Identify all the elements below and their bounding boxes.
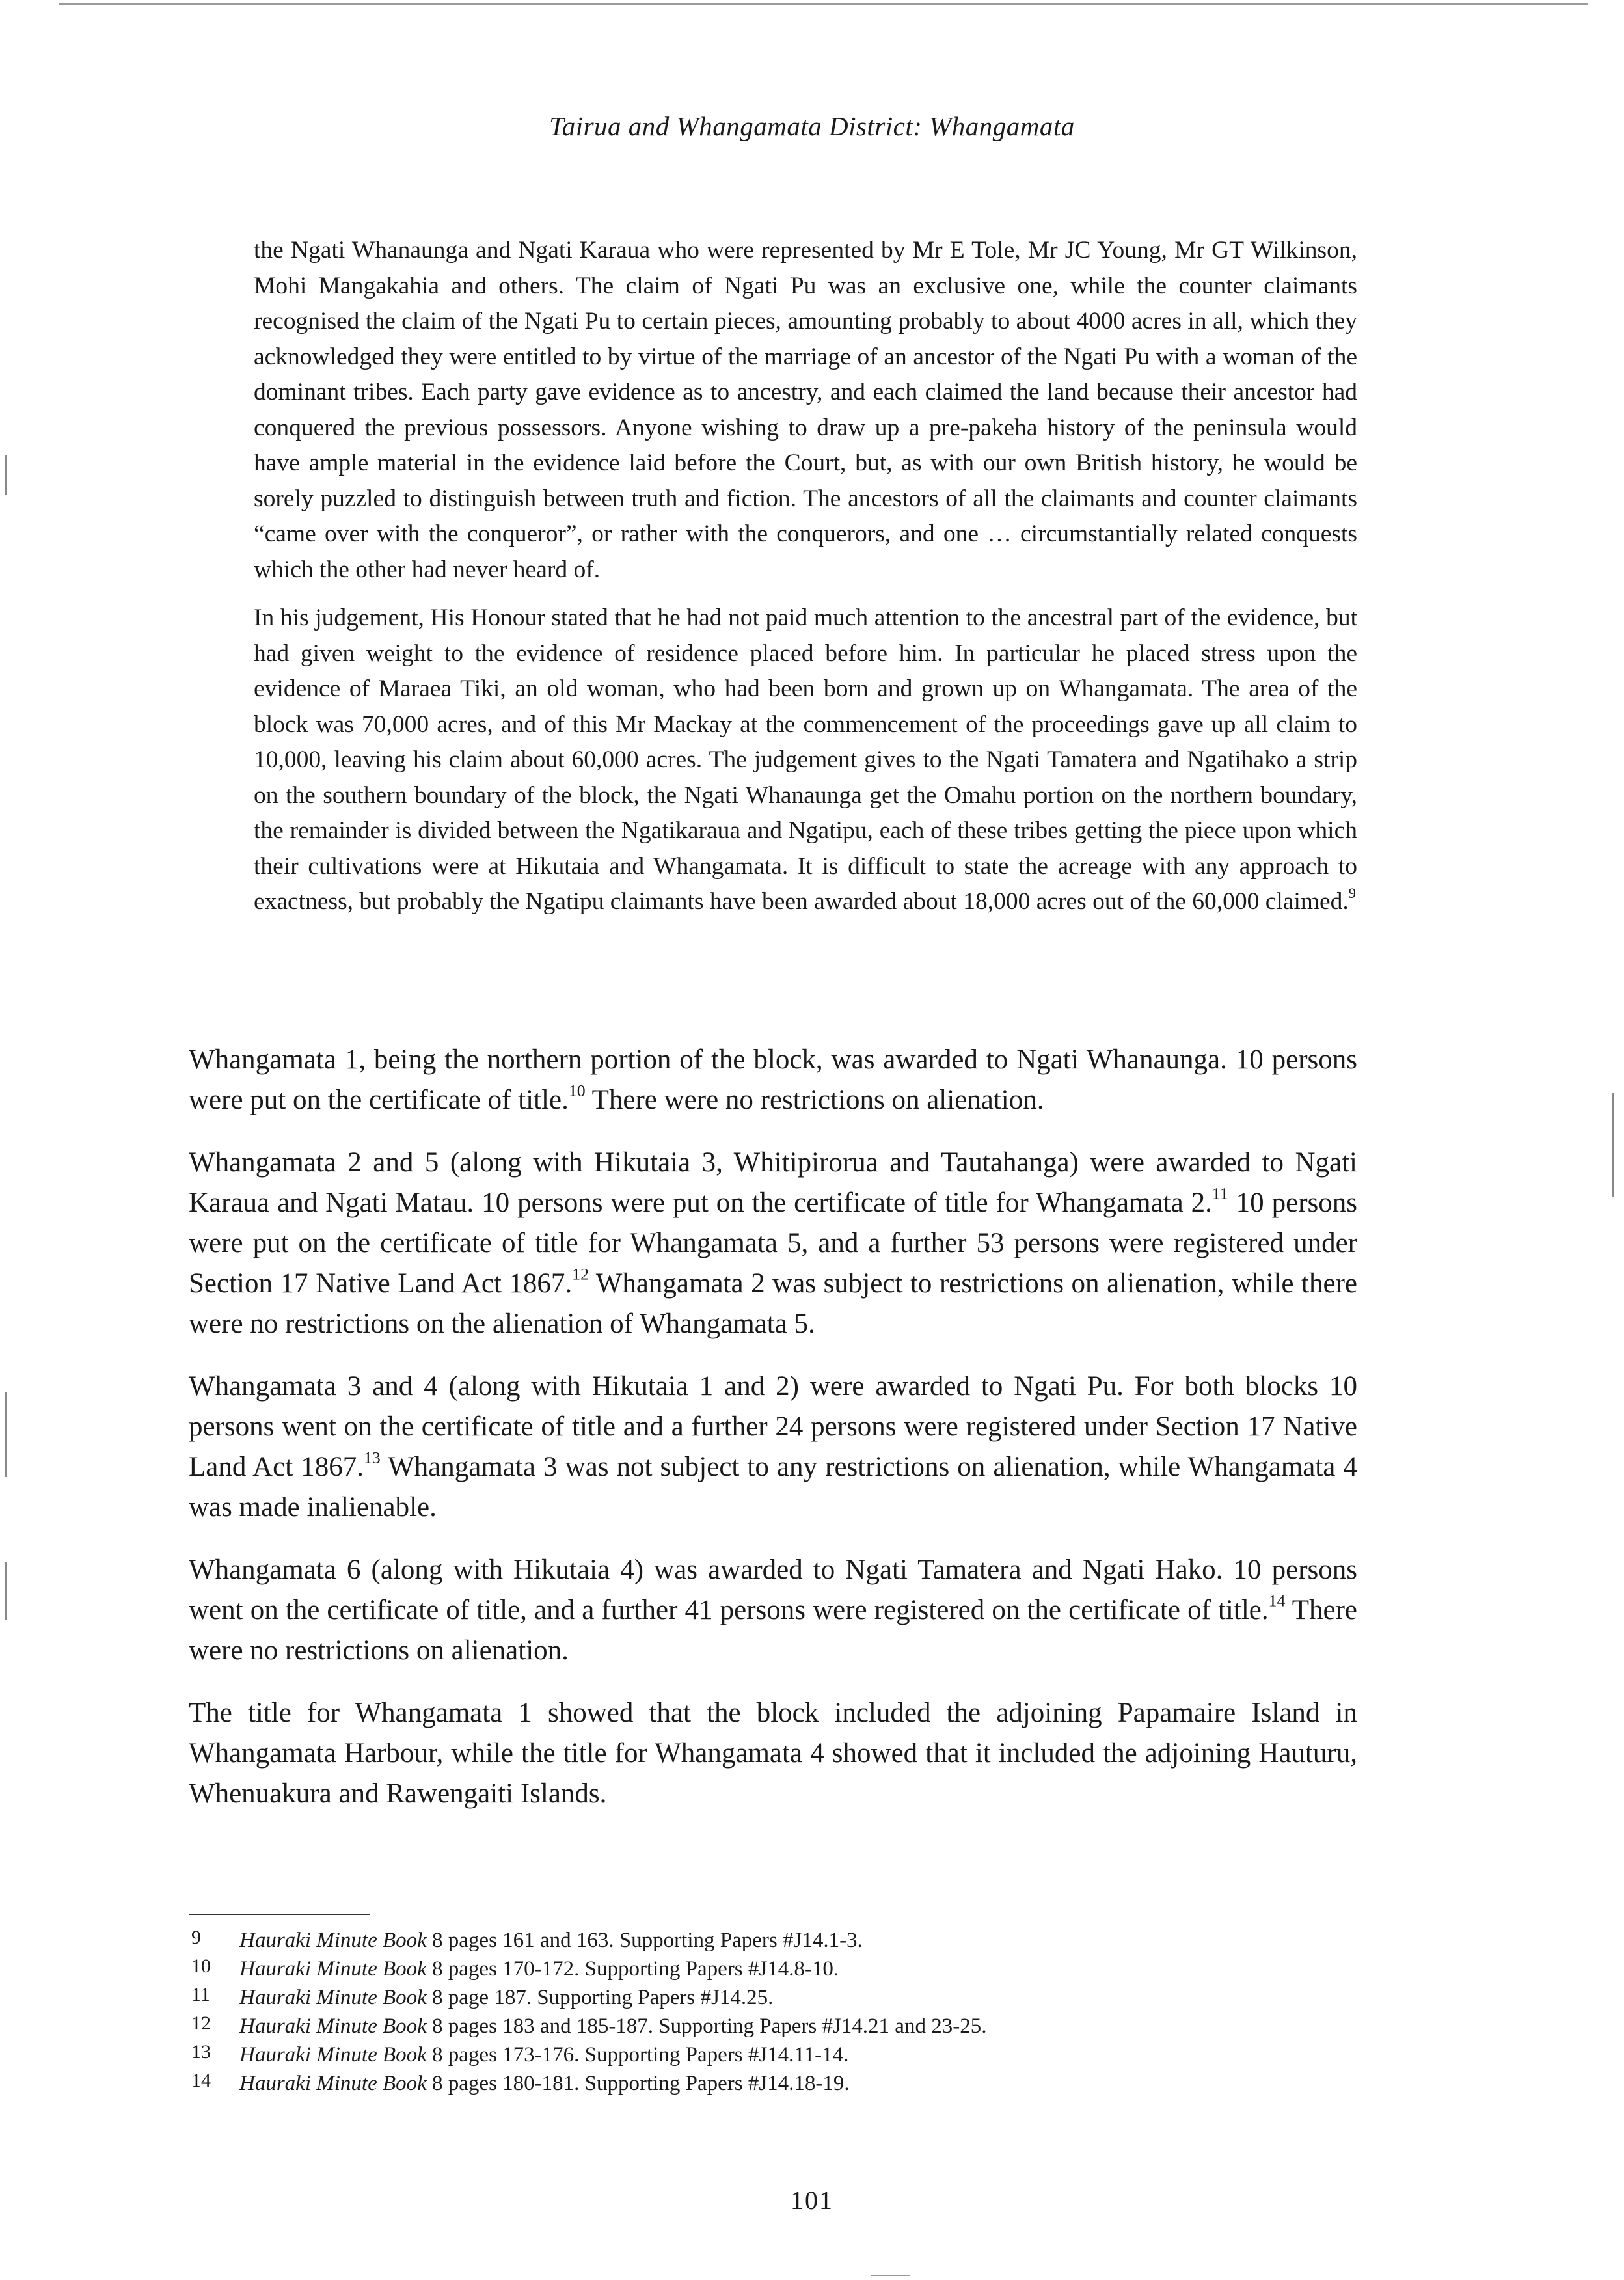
scan-margin-mark — [1612, 1093, 1614, 1197]
footnote-source: Hauraki Minute Book — [239, 1986, 427, 2009]
footnote — [189, 1955, 1357, 1983]
footnote-ref[interactable]: 11 — [1211, 1184, 1228, 1203]
footnote — [189, 2041, 1357, 2069]
footnote-number: 12 — [191, 2013, 211, 2034]
body-paragraph — [189, 1550, 1357, 1671]
body-paragraph — [189, 1040, 1357, 1120]
scan-margin-mark — [5, 1562, 7, 1620]
footnote-ref[interactable]: 13 — [363, 1448, 381, 1467]
footnote-ref[interactable]: 14 — [1268, 1591, 1286, 1610]
footnote-ref[interactable]: 9 — [1348, 885, 1357, 902]
footnote-text: 8 page 187. Supporting Papers #J14.25. — [426, 1986, 774, 2009]
footnote-text: 8 pages 180-181. Supporting Papers #J14.18-19. — [426, 2072, 850, 2095]
footnote-text: 8 pages 183 and 185-187. Supporting Papers #J14.21 and 23-25. — [426, 2015, 987, 2038]
running-head: Tairua and Whangamata District: Whangamata — [549, 111, 1075, 141]
scan-margin-mark — [5, 1392, 7, 1477]
paragraph-text: Whangamata 3 and 4 (along with Hikutaia 1 and 2) were awarded to Ngati Pu. For both blocks 10 persons went on the certificate of title and a further 24 persons were registered under Section 17 Native Land Act 1867. — [189, 1371, 1357, 1482]
body-paragraph — [189, 1143, 1357, 1344]
body-paragraph — [189, 1366, 1357, 1528]
paragraph-text: There were no restrictions on alienation. — [585, 1085, 1044, 1115]
footnote-text: 8 pages 170-172. Supporting Papers #J14.8-10. — [426, 1957, 839, 1981]
footnote-source: Hauraki Minute Book — [239, 2043, 427, 2067]
footnote — [189, 1926, 1357, 1955]
footnote-number: 11 — [191, 1984, 210, 2005]
footnote-source: Hauraki Minute Book — [239, 1957, 427, 1981]
footnote-number: 9 — [191, 1927, 201, 1948]
footnote-source: Hauraki Minute Book — [239, 1929, 427, 1952]
footnote-separator — [189, 1914, 370, 1915]
paragraph-text: Whangamata 3 was not subject to any restrictions on alienation, while Whangamata 4 was made inalienable. — [189, 1452, 1357, 1523]
footnote-text: 8 pages 161 and 163. Supporting Papers #J14.1-3. — [426, 1929, 863, 1952]
main-text — [189, 1040, 1357, 1836]
footnote-text: 8 pages 173-176. Supporting Papers #J14.11-14. — [426, 2043, 849, 2067]
body-paragraph: The title for Whangamata 1 showed that the block included the adjoining Papamaire Island in Whangamata Harbour, while the title for Whangamata 4 showed that it included the adjoining Hauturu, Whenuakura and Rawengaiti Islands. — [189, 1698, 1357, 1809]
paragraph-text: Whangamata 1, being the northern portion of the block, was awarded to Ngati Whanaunga. 10 persons were put on the certificate of title. — [189, 1044, 1357, 1115]
footnote — [189, 2069, 1357, 2098]
footnote-number: 10 — [191, 1955, 211, 1977]
footnote-number: 13 — [191, 2041, 211, 2063]
footnote-ref[interactable]: 10 — [568, 1081, 586, 1100]
paragraph-text: Whangamata 2 was subject to restrictions on alienation, while there were no restrictions on the alienation of Whangamata 5. — [189, 1268, 1357, 1339]
page-number: 101 — [791, 2186, 833, 2215]
quote-paragraph: the Ngati Whanaunga and Ngati Karaua who were represented by Mr E Tole, Mr JC Young, Mr GT Wilkinson, Mohi Mangakahia and others. The claim of Ngati Pu was an exclusive one, while the counter claimants recognised the claim of the Ngati Pu to certain pieces, amounting probably to about 4000 acres in all, which they acknowledged they were entitled to by virtue of the marriage of an ancestor of the Ngati Pu with a woman of the dominant tribes. Each party gave evidence as to ancestry, and each claimed the land because their ancestor had conquered the previous possessors. Anyone wishing to draw up a pre-pakeha history of the peninsula would have ample material in the evidence laid before the Court, but, as with our own British history, he would be sorely puzzled to distinguish between truth and fiction. The ancestors of all the claimants and counter claimants “came over with the conqueror”, or rather with the conquerors, and one … circumstantially related conquests which the other had never heard of. — [254, 237, 1357, 583]
scan-margin-mark — [5, 455, 7, 495]
footnote-number: 14 — [191, 2070, 211, 2091]
footnote — [189, 1983, 1357, 2012]
paragraph-text: There were no restrictions on alienation. — [189, 1595, 1358, 1666]
footnote — [189, 2012, 1357, 2041]
page-top-edge — [59, 3, 1588, 5]
quote-paragraph — [254, 601, 1357, 920]
footnotes — [189, 1926, 1357, 2098]
page-bottom-edge — [871, 2275, 910, 2276]
paragraph-text: Whangamata 2 and 5 (along with Hikutaia 3, Whitipirorua and Tautahanga) were awarded to Ngati Karaua and Ngati Matau. 10 persons were put on the certificate of title for Whangamata 2. — [189, 1147, 1357, 1218]
footnote-ref[interactable]: 12 — [572, 1264, 589, 1284]
footnote-source: Hauraki Minute Book — [239, 2072, 427, 2095]
footnote-source: Hauraki Minute Book — [239, 2015, 427, 2038]
paragraph-text: Whangamata 6 (along with Hikutaia 4) was awarded to Ngati Tamatera and Ngati Hako. 10 persons went on the certificate of title, and a further 41 persons were registered on the certificate of title. — [189, 1554, 1357, 1625]
paragraph-text: 10 persons were put on the certificate of title for Whangamata 5, and a further 53 persons were registered under Section 17 Native Land Act 1867. — [189, 1188, 1357, 1299]
block-quote — [254, 233, 1357, 933]
quote-paragraph-text: In his judgement, His Honour stated that he had not paid much attention to the ancestral part of the evidence, but had given weight to the evidence of residence placed before him. In particular he placed stress upon the evidence of Maraea Tiki, an old woman, who had been born and grown up on Whangamata. The area of the block was 70,000 acres, and of this Mr Mackay at the commencement of the proceedings gave up all claim to 10,000, leaving his claim about 60,000 acres. The judgement gives to the Ngati Tamatera and Ngatihako a strip on the southern boundary of the block, the Ngati Whanaunga get the Omahu portion on the northern boundary, the remainder is divided between the Ngatikaraua and Ngatipu, each of these tribes getting the piece upon which their cultivations were at Hikutaia and Whangamata. It is difficult to state the acreage with any approach to exactness, but probably the Ngatipu claimants have been awarded about 18,000 acres out of the 60,000 claimed. — [254, 604, 1357, 915]
